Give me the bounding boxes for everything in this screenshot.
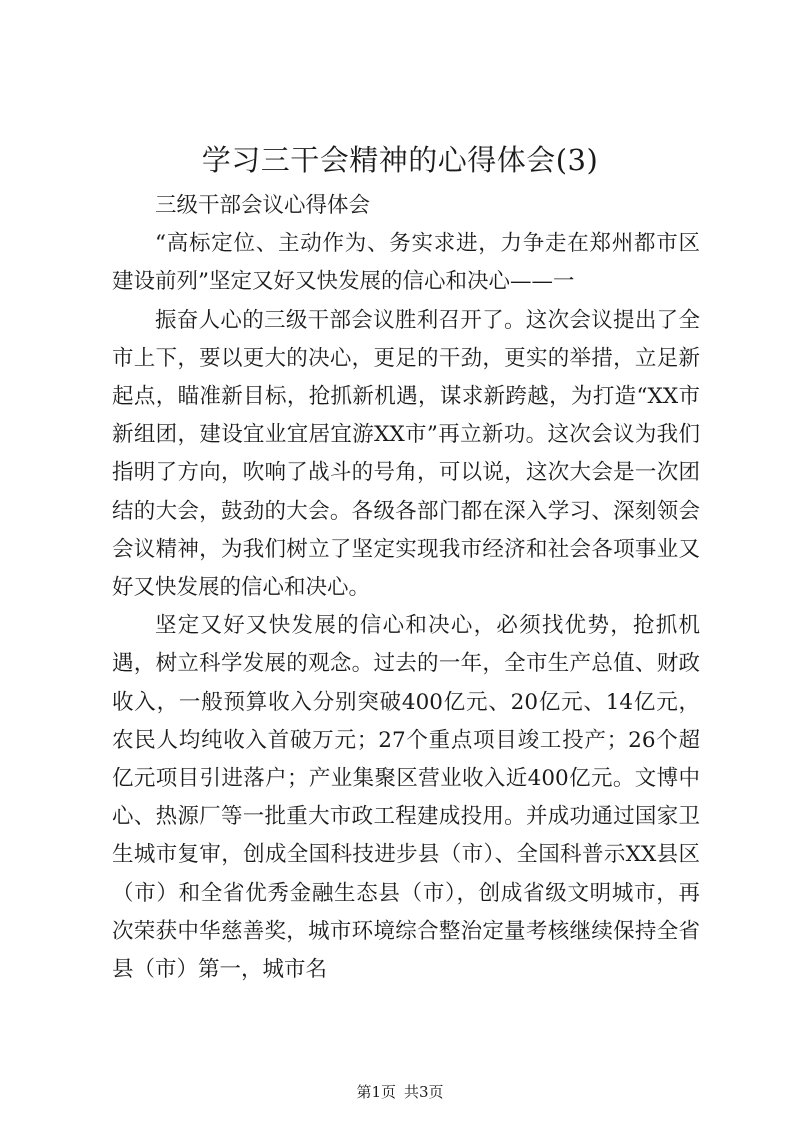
paragraph-meeting-summary: 振奋人心的三级干部会议胜利召开了。这次会议提出了全市上下，要以更大的决心，更足的干劲，更实的举措，立足新起点，瞄准新目标，抢抓新机遇，谋求新跨越，为打造“XX市新组团，建设宜业宜居宜游XX市”再立新功。这次会议为我们指明了方向，吹响了战斗的号角，可以说，这次大会是一次团结的大会，鼓劲的大会。各级各部门都在深入学习、深刻领会会议精神，为我们树立了坚定实现我市经济和社会各项事业又好又快发展的信心和决心。 <box>112 307 700 601</box>
document-body <box>112 187 700 989</box>
paragraph-subtitle: 三级干部会议心得体会 <box>155 193 371 218</box>
page-footer <box>0 1082 800 1102</box>
paragraph-achievements: 坚定又好又快发展的信心和决心，必须找优势，抢抓机遇，树立科学发展的观念。过去的一年，全市生产总值、财政收入，一般预算收入分别突破400亿元、20亿元、14亿元，农民人均纯收入首破万元；27个重点项目竣工投产；26个超亿元项目引进落户；产业集聚区营业收入近400亿元。文博中心、热源厂等一批重大市政工程建成投用。并成功通过国家卫生城市复审，创成全国科技进步县（市）、全国科普示XX县区（市）和全省优秀金融生态县（市），创成省级文明城市，再次荣获中华慈善奖，城市环境综合整治定量考核继续保持全省县（市）第一，城市名 <box>112 613 700 983</box>
page-total: 共3页 <box>404 1083 444 1101</box>
page-number: 第1页 <box>356 1083 396 1101</box>
paragraph-slogan: “高标定位、主动作为、务实求进，力争走在郑州都市区建设前列”坚定又好又快发展的信心和决心——一 <box>112 231 700 295</box>
document-title: 学习三干会精神的心得体会(3) <box>201 143 599 177</box>
